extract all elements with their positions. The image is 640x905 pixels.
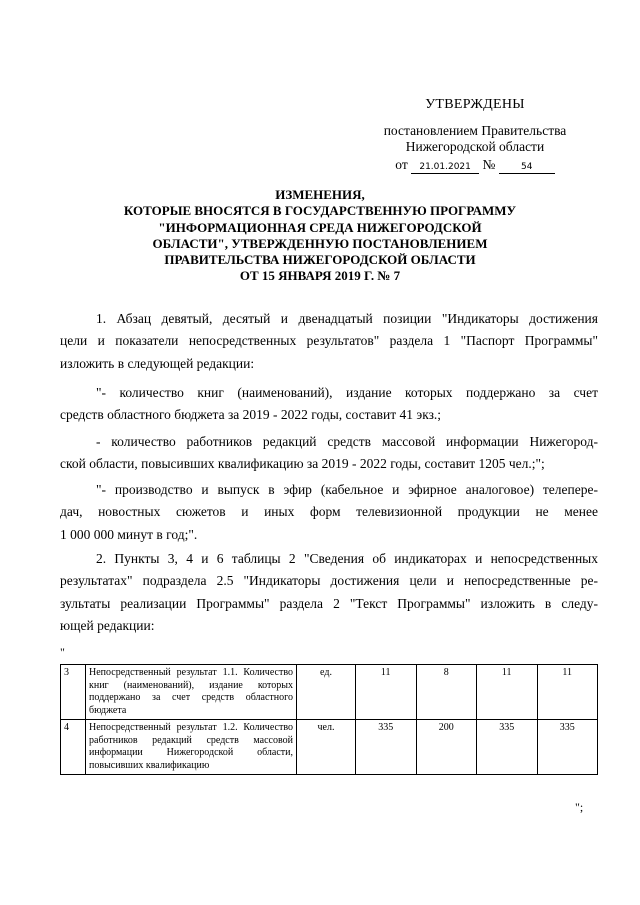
approval-date: 21.01.2021 bbox=[411, 161, 479, 174]
title-line: ОБЛАСТИ", УТВЕРЖДЕННУЮ ПОСТАНОВЛЕНИЕМ bbox=[152, 235, 488, 251]
number-label: № bbox=[482, 157, 496, 172]
table-row bbox=[61, 665, 598, 720]
paragraph-line: изложить в следующей редакции: bbox=[60, 355, 255, 371]
row-value: 11 bbox=[537, 665, 598, 720]
row-description: Непосредственный результат 1.1. Количество книг (наименований), издание которых поддержано за счет средств областного бюджета bbox=[86, 665, 297, 720]
row-unit: ед. bbox=[297, 665, 356, 720]
opening-quote: " bbox=[60, 645, 65, 659]
paragraph-line: ской области, повысивших квалификацию за 2019 - 2022 годы, составит 1205 чел.;"; bbox=[60, 456, 545, 472]
title-line: "ИНФОРМАЦИОННАЯ СРЕДА НИЖЕГОРОДСКОЙ bbox=[158, 219, 482, 235]
row-value: 11 bbox=[477, 665, 538, 720]
table-row bbox=[61, 720, 598, 775]
indicators-table bbox=[60, 664, 598, 775]
paragraph-2 bbox=[60, 382, 598, 427]
row-value: 8 bbox=[416, 665, 477, 720]
approval-date-line bbox=[360, 157, 590, 174]
paragraph-line: 1 000 000 минут в год;". bbox=[60, 526, 198, 542]
approval-line-2: Нижегородской области bbox=[405, 139, 545, 154]
paragraph-line: "- количество книг (наименований), издание которых поддержано за счет bbox=[96, 385, 598, 400]
row-value: 200 bbox=[416, 720, 477, 775]
from-label: от bbox=[395, 157, 408, 172]
approval-number: 54 bbox=[499, 161, 555, 174]
row-value: 335 bbox=[356, 720, 417, 775]
paragraph-line: результатах" подраздела 2.5 "Индикаторы достижения цели и непосредственные ре- bbox=[60, 573, 598, 589]
row-unit: чел. bbox=[297, 720, 356, 775]
title-line: КОТОРЫЕ ВНОСЯТСЯ В ГОСУДАРСТВЕННУЮ ПРОГРАММУ bbox=[123, 203, 517, 219]
paragraph-3 bbox=[60, 431, 598, 476]
approval-line-1: постановлением Правительства bbox=[383, 123, 567, 138]
paragraph-line: 1. Абзац девятый, десятый и двенадцатый позиции "Индикаторы достижения bbox=[96, 311, 598, 326]
paragraph-4 bbox=[60, 479, 598, 546]
row-value: 335 bbox=[537, 720, 598, 775]
row-value: 11 bbox=[356, 665, 417, 720]
document-title bbox=[60, 187, 580, 285]
paragraph-line: зультаты реализации Программы" раздела 2 "Текст Программы" изложить в следу- bbox=[60, 595, 598, 611]
title-line: ИЗМЕНЕНИЯ, bbox=[275, 187, 365, 202]
paragraph-line: дач, новостных сюжетов и иных форм телевизионной продукции не менее bbox=[60, 504, 598, 520]
paragraph-line: "- производство и выпуск в эфир (кабельное и эфирное аналоговое) телепере- bbox=[96, 482, 598, 497]
paragraph-line: средств областного бюджета за 2019 - 2022 годы, составит 41 экз.; bbox=[60, 407, 442, 423]
paragraph-1 bbox=[60, 308, 598, 375]
row-description: Непосредственный результат 1.2. Количество работников редакций средств массовой информации Нижегородской области, повысивших квалификацию bbox=[86, 720, 297, 775]
paragraph-line: цели и показатели непосредственных результатов" раздела 1 "Паспорт Программы" bbox=[60, 333, 598, 349]
paragraph-line: ющей редакции: bbox=[60, 618, 155, 634]
row-value: 335 bbox=[477, 720, 538, 775]
approval-heading: УТВЕРЖДЕНЫ bbox=[425, 97, 525, 112]
row-number: 4 bbox=[61, 720, 86, 775]
title-line: ПРАВИТЕЛЬСТВА НИЖЕГОРОДСКОЙ ОБЛАСТИ bbox=[164, 252, 476, 268]
closing-quote: "; bbox=[575, 800, 584, 814]
paragraph-line: - количество работников редакций средств массовой информации Нижегород- bbox=[96, 434, 598, 449]
row-number: 3 bbox=[61, 665, 86, 720]
paragraph-line: 2. Пункты 3, 4 и 6 таблицы 2 "Сведения об индикаторах и непосредственных bbox=[96, 551, 598, 566]
paragraph-5 bbox=[60, 548, 598, 638]
title-line: ОТ 15 ЯНВАРЯ 2019 Г. № 7 bbox=[239, 268, 401, 284]
